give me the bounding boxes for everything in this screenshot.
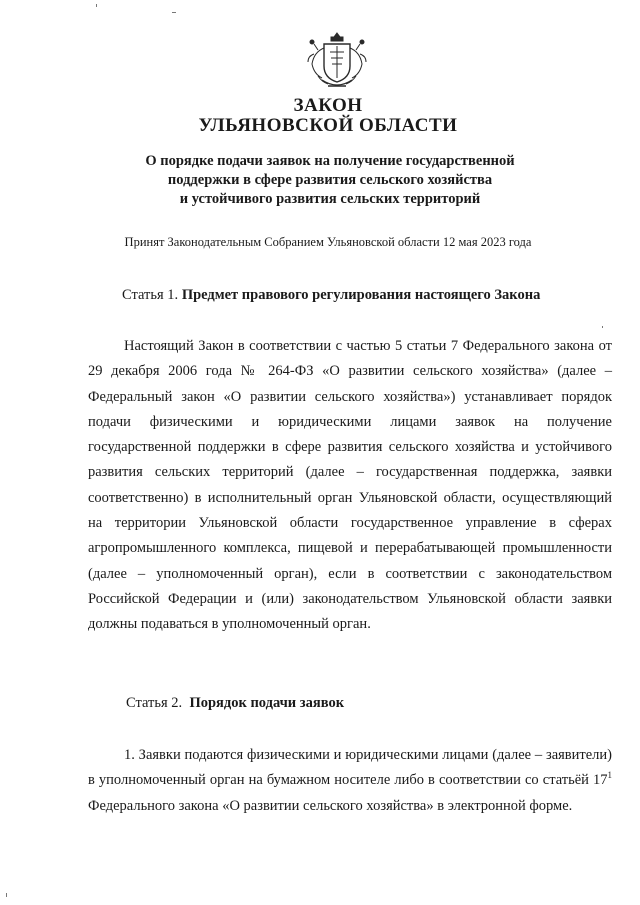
scan-speck bbox=[602, 326, 603, 328]
article-2-title: Порядок подачи заявок bbox=[189, 695, 345, 711]
subtitle-line: О порядке подачи заявок на получение государственной bbox=[145, 153, 515, 169]
article-2-paragraph-1 bbox=[88, 743, 612, 819]
law-subtitle bbox=[100, 152, 560, 209]
subtitle-line: поддержки в сфере развития сельского хозяйства bbox=[167, 172, 493, 188]
article-1-heading bbox=[122, 287, 540, 304]
article-2-label: Статья 2. bbox=[126, 695, 183, 711]
article-1-label: Статья 1. bbox=[122, 287, 179, 303]
region-title: УЛЬЯНОВСКОЙ ОБЛАСТИ bbox=[198, 115, 458, 136]
article-superscript: 1 bbox=[607, 770, 612, 781]
coat-of-arms-emblem bbox=[304, 30, 370, 92]
scan-speck bbox=[6, 893, 7, 897]
article-2-text-part: 1. Заявки подаются физическими и юридическими лицами (далее – заявители) в уполномоченный орган на бумажном носителе либо в соответствии со статьёй 17 bbox=[88, 747, 612, 789]
scan-speck bbox=[172, 12, 176, 13]
article-2-text-part: Федерального закона «О развитии сельского хозяйства» в электронной форме. bbox=[88, 797, 573, 814]
article-1-text: Настоящий Закон в соответствии с частью 5 статьи 7 Федерального закона от 29 декабря 2006 года № 264-ФЗ «О развитии сельского хозяйства» (далее – Федеральный закон «О развитии сельского хозяйства») устанавливает порядок подачи физическими и юридическими лицами заявок на получение государственной поддержки в сфере развития сельского хозяйства и устойчивого развития сельских территорий (далее – государственная поддержка, заявки соответственно) в исполнительный орган Ульяновской области, осуществляющий на территории Ульяновской области государственное управление в сферах агропромышленного комплекса, пищевой и перерабатывающей промышленности (далее – уполномоченный орган), если в соответствии с законодательством Российской Федерации и (или) законодательством Ульяновской области заявки должны подаваться в уполномоченный орган. bbox=[88, 338, 612, 633]
article-2-heading bbox=[126, 695, 344, 712]
scan-speck bbox=[96, 4, 97, 7]
law-title: ЗАКОН bbox=[293, 95, 363, 116]
adoption-note: Принят Законодательным Собранием Ульяновской области 12 мая 2023 года bbox=[124, 235, 532, 249]
article-1-title: Предмет правового регулирования настоящего Закона bbox=[181, 287, 541, 303]
subtitle-line: и устойчивого развития сельских территорий bbox=[179, 191, 481, 207]
